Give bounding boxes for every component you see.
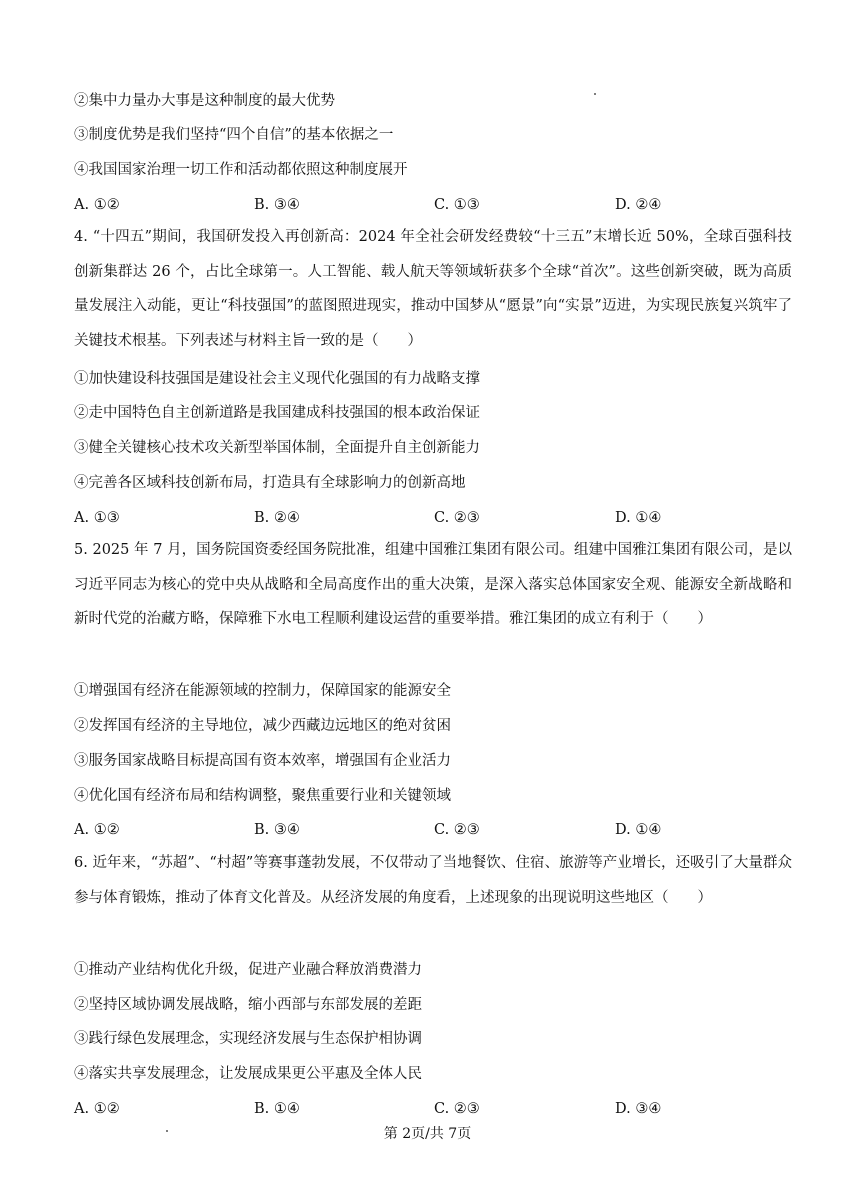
q5-stem: 5. 2025 年 7 月，国务院国资委经国务院批准，组建中国雅江集团有限公司。组建中国雅江集团有限公司，是以习近平同志为核心的党中央从战略和全局高度作出的重大决策，是深入落实总体国家安全观、能源安全新战略和新时代党的治藏方略，保障雅下水电工程顺利建设运营的重要举措。雅江集团的成立有利于（ ）	[74, 542, 792, 628]
q5-option-b[interactable]: B. ③④	[254, 822, 300, 838]
page-number: 第 2页/共 7页	[383, 1126, 472, 1142]
q6-item-3: ③践行绿色发展理念，实现经济发展与生态保护相协调	[74, 1031, 422, 1047]
q3-option-d[interactable]: D. ②④	[615, 197, 662, 213]
q5-option-c[interactable]: C. ②③	[434, 822, 480, 838]
q5-item-4: ④优化国有经济布局和结构调整，聚焦重要行业和关键领域	[74, 788, 451, 804]
q3-options	[74, 195, 792, 215]
q4-options	[74, 508, 792, 528]
q6-option-d[interactable]: D. ③④	[615, 1101, 662, 1117]
q6-option-a[interactable]: A. ①②	[74, 1101, 120, 1117]
q5-options	[74, 820, 792, 840]
q4-item-3: ③健全关键核心技术攻关新型举国体制，全面提升自主创新能力	[74, 440, 480, 456]
q6-item-1: ①推动产业结构优化升级，促进产业融合释放消费潜力	[74, 962, 422, 978]
q3-item-2: ②集中力量办大事是这种制度的最大优势	[74, 93, 335, 109]
q4-item-4: ④完善各区域科技创新布局，打造具有全球影响力的创新高地	[74, 475, 466, 491]
q4-item-1: ①加快建设科技强国是建设社会主义现代化强国的有力战略支撑	[74, 371, 480, 387]
q5-item-2: ②发挥国有经济的主导地位，减少西藏边远地区的绝对贫困	[74, 718, 451, 734]
q4-option-a[interactable]: A. ①③	[74, 510, 120, 526]
q3-option-a[interactable]: A. ①②	[74, 197, 120, 213]
q5-item-3: ③服务国家战略目标提高国有资本效率，增强国有企业活力	[74, 753, 451, 769]
q5-item-1: ①增强国有经济在能源领域的控制力，保障国家的能源安全	[74, 683, 451, 699]
q4-item-2: ②走中国特色自主创新道路是我国建成科技强国的根本政治保证	[74, 405, 480, 421]
q6-option-b[interactable]: B. ①④	[254, 1101, 300, 1117]
q5-option-d[interactable]: D. ①④	[615, 822, 662, 838]
print-dot	[594, 93, 596, 95]
q4-stem: 4. “十四五”期间，我国研发投入再创新高：2024 年全社会研发经费较“十三五”末增长近 50%，全球百强科技创新集群达 26 个，占比全球第一。人工智能、载人航天等领域斩获多个全球“首次”。这些创新突破，既为高质量发展注入动能，更让“科技强国”的蓝图照进现实，推动中国梦从“愿景”向“实景”迈进，为实现民族复兴筑牢了关键技术根基。下列表述与材料主旨一致的是（ ）	[74, 229, 792, 350]
q4-option-b[interactable]: B. ②④	[254, 510, 300, 526]
q6-item-4: ④落实共享发展理念，让发展成果更公平惠及全体人民	[74, 1066, 422, 1082]
q5-option-a[interactable]: A. ①②	[74, 822, 120, 838]
q3-option-b[interactable]: B. ③④	[254, 197, 300, 213]
q6-item-2: ②坚持区域协调发展战略，缩小西部与东部发展的差距	[74, 997, 422, 1013]
q4-option-d[interactable]: D. ①④	[615, 510, 662, 526]
q3-option-c[interactable]: C. ①③	[434, 197, 480, 213]
q3-item-4: ④我国国家治理一切工作和活动都依照这种制度展开	[74, 162, 408, 178]
q6-option-c[interactable]: C. ②③	[434, 1101, 480, 1117]
q6-stem: 6. 近年来，“苏超”、“村超”等赛事蓬勃发展，不仅带动了当地餐饮、住宿、旅游等产业增长，还吸引了大量群众参与体育锻炼，推动了体育文化普及。从经济发展的角度看，上述现象的出现说明这些地区（ ）	[74, 855, 792, 906]
q6-options	[74, 1099, 792, 1119]
q3-item-3: ③制度优势是我们坚持“四个自信”的基本依据之一	[74, 127, 394, 143]
q4-option-c[interactable]: C. ②③	[434, 510, 480, 526]
